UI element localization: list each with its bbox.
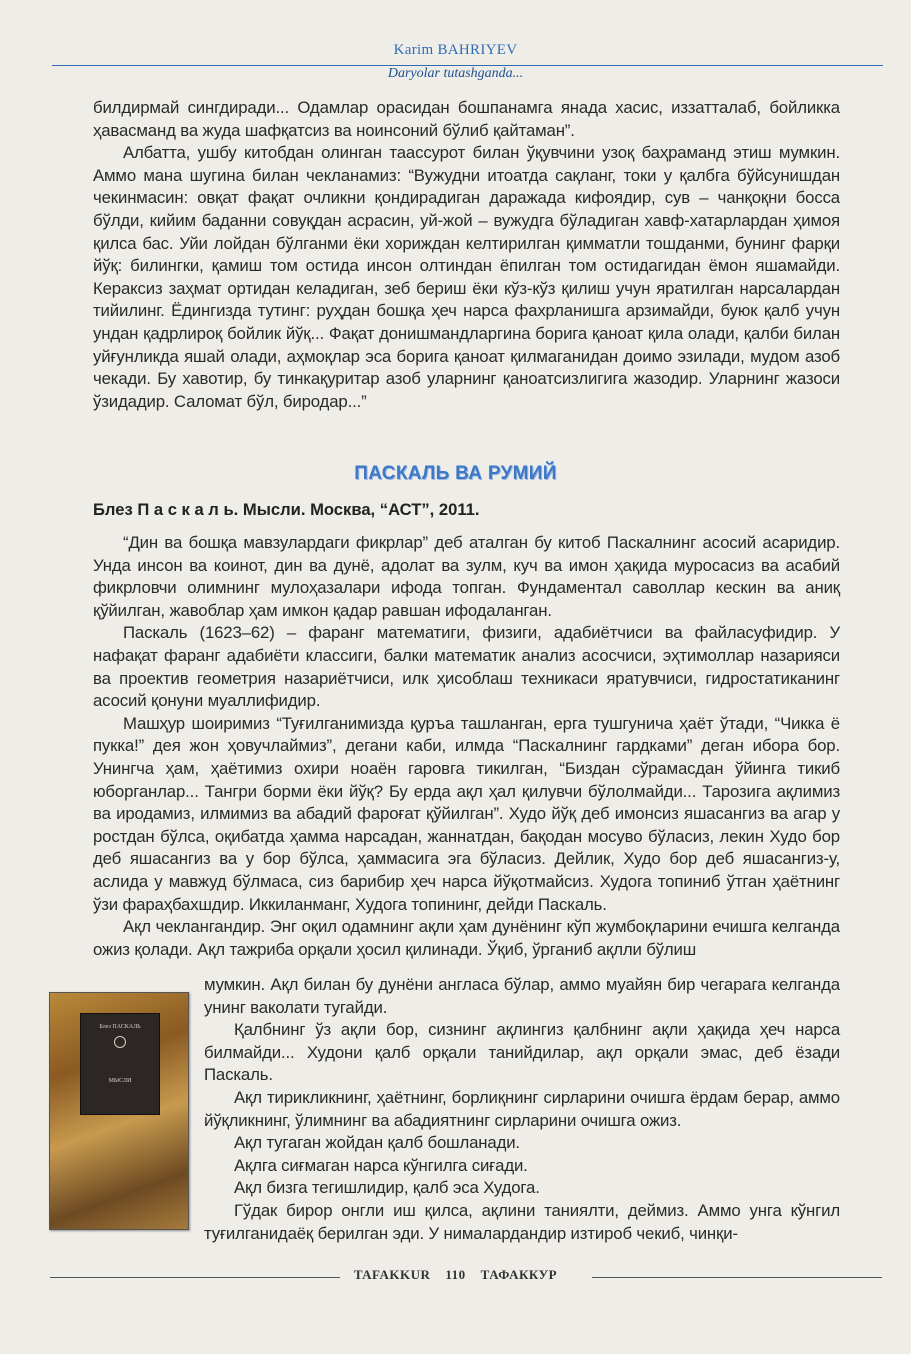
paragraph: “Дин ва бошқа мавзулардаги фикрлар” деб аталган бу китоб Паскалнинг асосий асаридир. Унда инсон ва коинот, дин ва дунё, адолат ва зулм, куч ва имон ҳақида муросасиз ва асабий фикрловчи олимнинг мулоҳазалари ифода топган. Фундаментал саволлар кескин ва аниқ қўйилган, жавоблар ҳам имкон қадар равшан ифодаланган. (93, 533, 840, 620)
book-cover-title: МЫСЛИ (108, 1078, 132, 1084)
paragraph: Паскаль (1623–62) – фаранг математиги, физиги, адабиётчиси ва файласуфидир. У нафақат фаранг адабиёти классиги, балки математик анализ асосчиси, эҳтимоллар назарияси ва проектив геометрия назариётчиси, илк ҳисоблаш техникаси яратувчиси, гидростатиканинг асосий қонуни муаллифидир. (93, 623, 840, 711)
book-cover-plate (80, 1013, 160, 1115)
page-footer (0, 1267, 911, 1283)
paragraph: Гўдак бирор онгли иш қилса, ақлини таниялти, деймиз. Аммо унга кўнгил туғилганидаёқ берилган эди. У нималардандир изтироб чекиб, чинқи- (204, 1200, 840, 1243)
paragraph: Ақлга сиғмаган нарса кўнгилга сиғади. (234, 1155, 528, 1175)
paragraph: Ақл тугаган жойдан қалб бошланади. (234, 1133, 520, 1153)
section-two-wrapped-text (204, 974, 840, 1245)
paragraph: Ақл бизга тегишлидир, қалб эса Худога. (234, 1178, 540, 1198)
paragraph: билдирмай сингдиради... Одамлар орасидан бошпанамга янада хасис, иззатталаб, бойликка ҳавасманд ва жуда шафқатсиз ва ноинсоний бўлиб қайтаман”. (93, 98, 840, 140)
paragraph: Машҳур шоиримиз “Туғилганимизда қуръа ташланган, ерга тушгунича ҳаёт ўтади, “Чикка ё пукка!” дея жон ҳовучлаймиз”, дегани каби, илмда “Паскалнинг гардками” деган ибора бор. Унингча ҳам, ҳаётимиз охири ноаён гаровга тикилган, “Биздан сўрамасдан ўйинга тикиб юборганлар... Тангри борми ёки йўқ? Бу ерда ақл ҳал қилувчи бўлолмайди... Тарозига ақлимиз ва иродамиз, илмимиз ва абадий фароғат қўйилган”. Худо йўқ деб имонсиз яшасангиз ва агар у ростдан бўлса, оқибатда ҳамма нарсадан, жаннатдан, бақодан мосуво бўласиз, лекин Худо бор деб яшасангиз ва у бор бўлса, ҳаммасига эга бўласиз. Дейлик, Худо бор деб яшасангиз-у, аслида у мавжуд бўлмаса, сиз барибир ҳеч нарса йўқотмайсиз. Худога топиниб ўтган ҳаётнинг ўзи фараҳбахшдир. Иккиланманг, Худога топининг, дейди Паскаль. (93, 713, 840, 914)
paragraph: мумкин. Ақл билан бу дунёни англаса бўлар, аммо муайян бир чегарага келганда унинг ваколати тугайди. (204, 975, 840, 1017)
book-reference: Блез П а с к а л ь. Мысли. Москва, “АСТ”, 2011. (93, 500, 480, 519)
book-cover-image (49, 992, 189, 1230)
footer-journal-cyrillic: ТАФАККУР (480, 1267, 558, 1282)
running-header-subtitle: Daryolar tutashganda... (387, 66, 524, 81)
section-title: ПАСКАЛЬ ВА РУМИЙ (354, 463, 557, 484)
page-number: 110 (445, 1267, 466, 1282)
section-one-text (93, 97, 840, 413)
paragraph: Қалбнинг ўз ақли бор, сизнинг ақлингиз қалбнинг ақли ҳақида ҳеч нарса билмайди... Худони қалб орқали танийдилар, ақл орқали эмас, деб ёзади Паскаль. (204, 1020, 840, 1085)
paragraph: Ақл чеклангандир. Энг оқил одамнинг ақли ҳам дунёнинг кўп жумбоқларини ечишга келганда ожиз қолади. Ақл тажриба орқали ҳосил қилинади. Ўқиб, ўрганиб ақлли бўлиш (93, 917, 840, 959)
paragraph: Ақл тирикликнинг, ҳаётнинг, борлиқнинг сирларини очишга ёрдам берар, аммо йўқликнинг, ўлимнинг ва абадиятнинг сирларини очишга ожиз. (204, 1087, 840, 1130)
section-two-text (93, 532, 840, 961)
book-cover-author: Блез ПАСКАЛЬ (99, 1024, 141, 1030)
paragraph: Албатта, ушбу китобдан олинган таассурот билан ўқувчини узоқ баҳраманд этиш мумкин. Аммо мана шугина билан чекланамиз: “Вужудни итоатда сақланг, токи у қалбга бўйсунишдан чекинмасин: овқат фақат очликни қондирадиган даражада кифоядир, сув – чанқоқни босса бўлди, кийим баданни совуқдан асрасин, уй-жой – вужудга бўладиган хавф-хатарлардан ҳимоя қилса бас. Уйи лойдан бўлганми ёки хориждан келтирилган қимматли тошданми, бунинг фарқи йўқ: билингки, қамиш том остида инсон олтиндан ёпилган том остидагидан ёмон яшамайди. Кераксиз заҳмат ортидан келадиган, зеб бериш ёки кўз-кўз қилиш учун яратилган нарсалардан тийилинг. Ёдингизда тутинг: руҳдан бошқа ҳеч нарса фахрланишга арзимайди, буюк қалб учун ундан қадрлироқ бойлик йўқ... Фақат донишмандларгина борига қаноат қила олади, қалби билан уйғунликда яшай олади, аҳмоқлар эса борига қаноат қилмаганидан доимо эзилади, мудом азоб чекади. Бу хавотир, бу тинкақуритар азоб уларнинг қаноатсизлигига жазодир. Уларнинг жазоси ўзидадир. Саломат бўл, биродар...” (93, 143, 840, 411)
book-emblem-icon (114, 1036, 126, 1048)
running-header-author: Karim BAHRIYEV (393, 42, 518, 58)
footer-journal-latin: TAFAKKUR (353, 1267, 431, 1282)
